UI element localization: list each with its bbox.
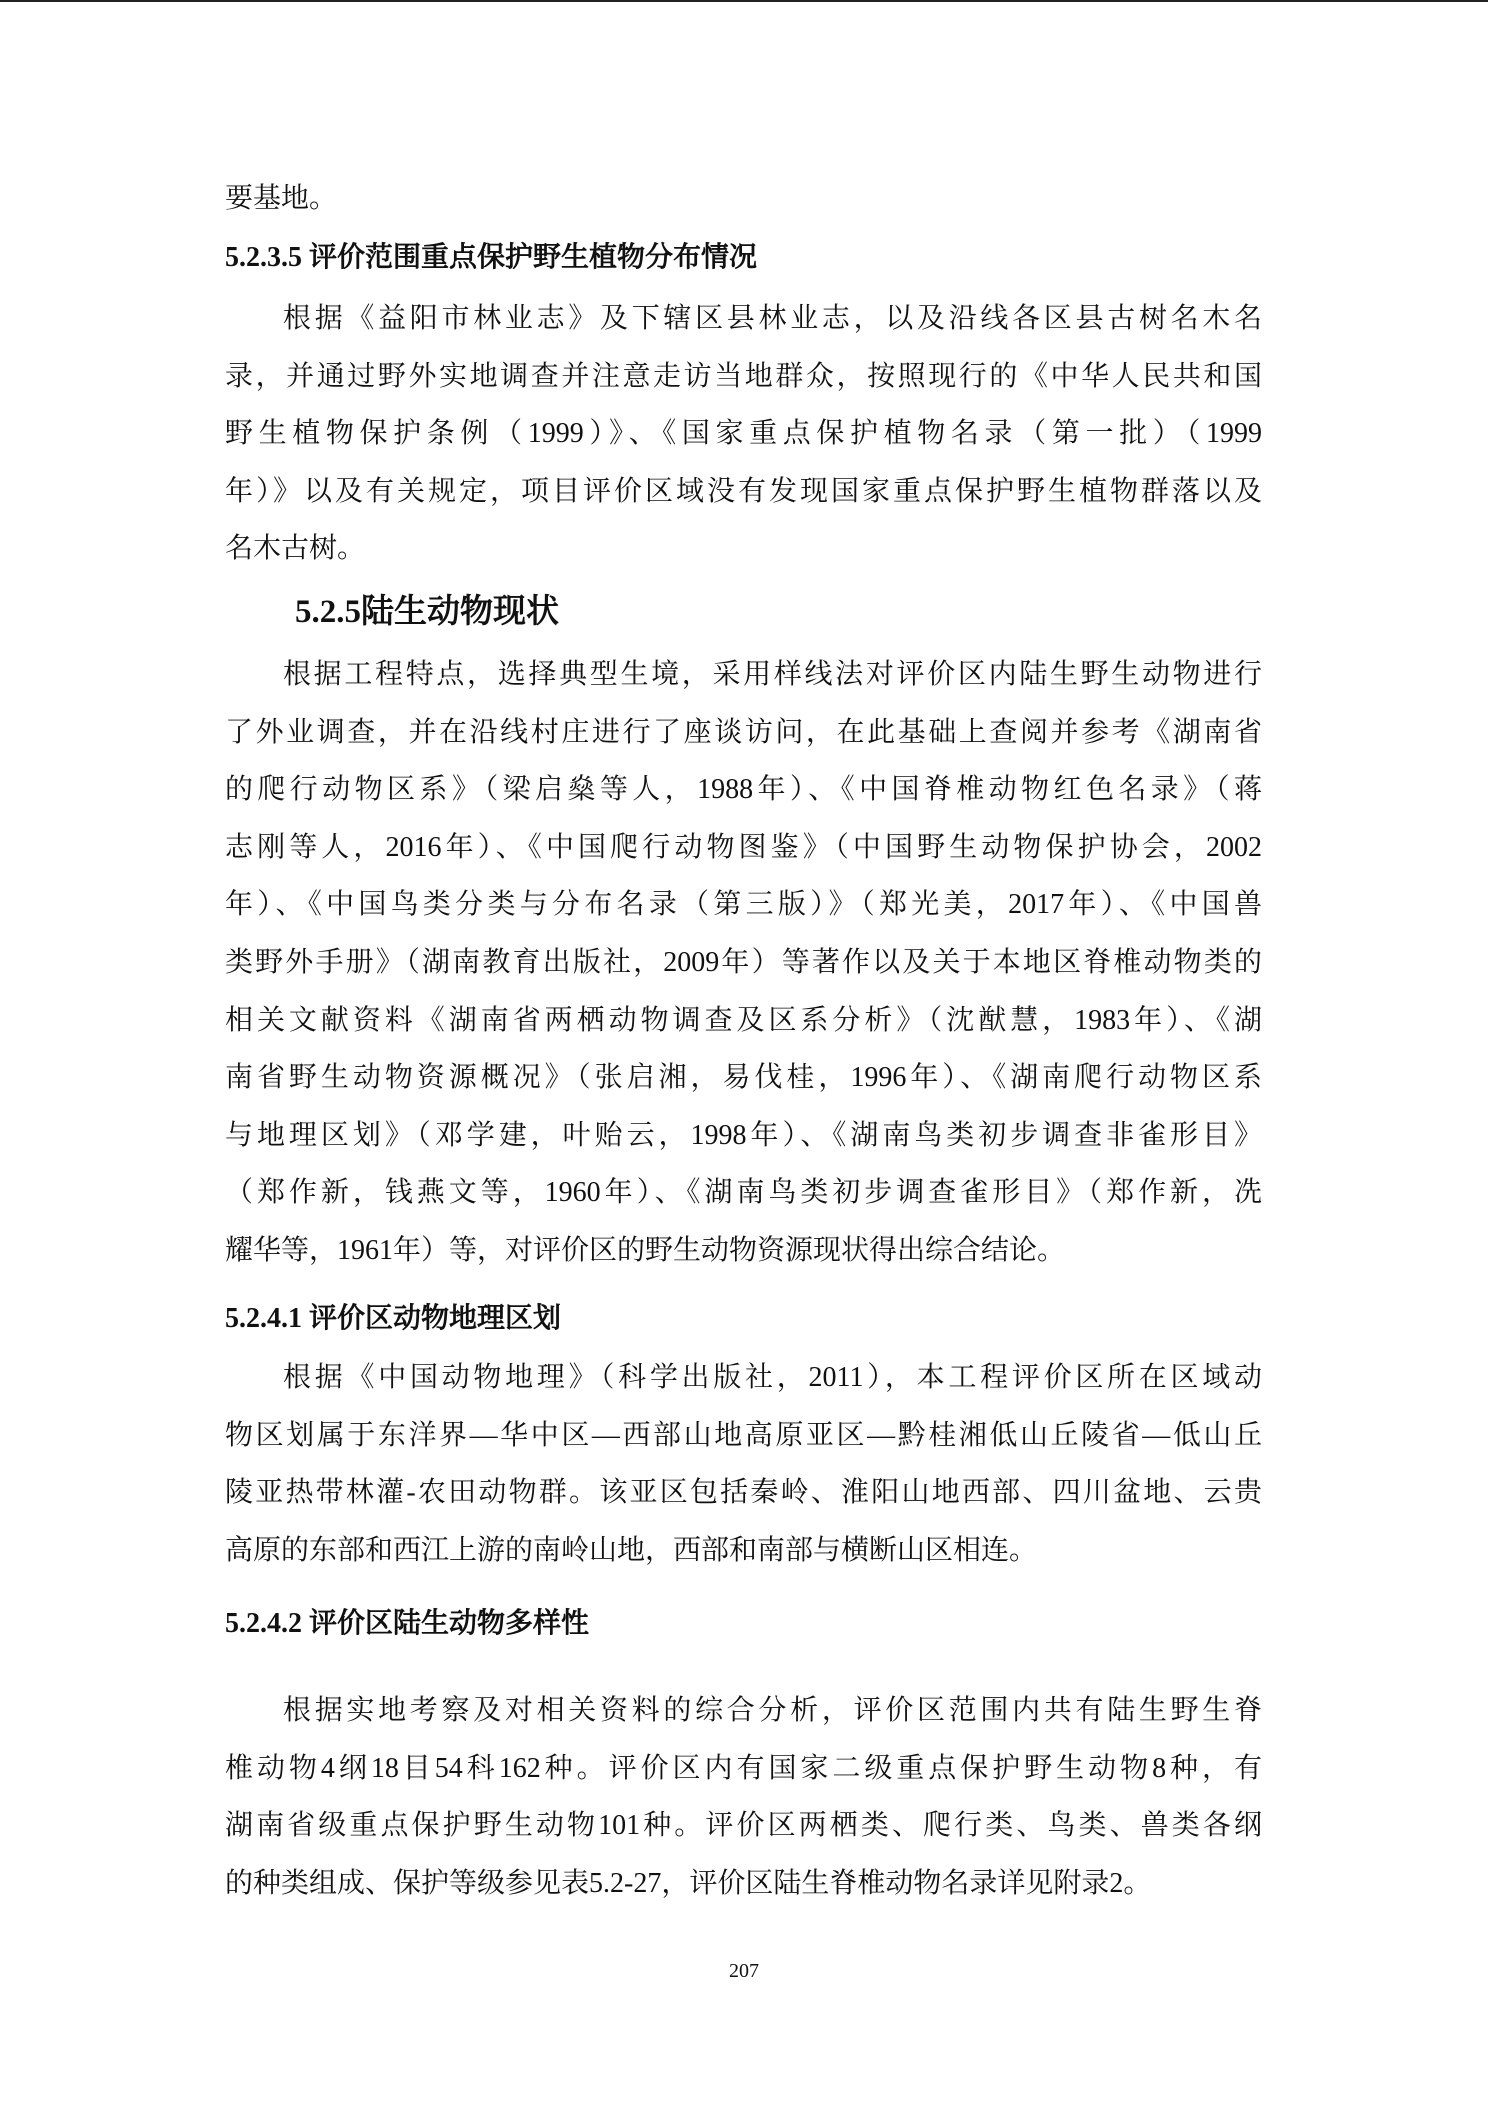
text-line: 志刚等人，2016年）、《中国爬行动物图鉴》（中国野生动物保护协会，2002 (225, 831, 1262, 863)
text-line: 椎动物4纲18目54科162种。评价区内有国家二级重点保护野生动物8种，有 (225, 1752, 1262, 1784)
text-line: 物区划属于东洋界—华中区—西部山地高原亚区—黔桂湘低山丘陵省—低山丘 (225, 1419, 1262, 1451)
text-line: 南省野生动物资源概况》（张启湘，易伐桂，1996年）、《湖南爬行动物区系 (225, 1062, 1262, 1094)
heading-5-2-3-5: 5.2.3.5 评价范围重点保护野生植物分布情况 (225, 242, 758, 273)
text-line: 根据《益阳市林业志》及下辖区县林业志，以及沿线各区县古树名木名 (283, 303, 1262, 334)
page-number: 207 (729, 1960, 759, 1982)
text-line: 相关文献资料《湖南省两栖动物调查及区系分析》（沈猷慧，1983年）、《湖 (225, 1004, 1262, 1036)
text-line: 要基地。 (225, 183, 338, 214)
text-line: 陵亚热带林灌-农田动物群。该亚区包括秦岭、淮阳山地西部、四川盆地、云贵 (225, 1477, 1262, 1509)
text-line: 了外业调查，并在沿线村庄进行了座谈访问，在此基础上查阅并参考《湖南省 (225, 716, 1262, 748)
paragraph-survey-method (225, 646, 1262, 1280)
text-line: 年）、《中国鸟类分类与分布名录（第三版）》（郑光美，2017年）、《中国兽 (225, 889, 1262, 921)
paragraph-zoogeography (225, 1349, 1262, 1579)
page-top-border (0, 0, 1488, 2)
heading-5-2-4-1: 5.2.4.1 评价区动物地理区划 (225, 1303, 562, 1334)
text-line: 根据《中国动物地理》（科学出版社，2011），本工程评价区所在区域动 (283, 1362, 1262, 1393)
text-line: 湖南省级重点保护野生动物101种。评价区两栖类、爬行类、鸟类、兽类各纲 (225, 1810, 1262, 1842)
text-line: 根据工程特点，选择典型生境，采用样线法对评价区内陆生野生动物进行 (283, 659, 1262, 690)
text-line: 高原的东部和西江上游的南岭山地，西部和南部与横断山区相连。 (225, 1534, 1038, 1566)
text-line: 野生植物保护条例（1999）》、《国家重点保护植物名录（第一批）（1999 (225, 418, 1262, 450)
heading-5-2-4-2: 5.2.4.2 评价区陆生动物多样性 (225, 1608, 590, 1639)
text-line: 的爬行动物区系》（梁启燊等人，1988年）、《中国脊椎动物红色名录》（蒋 (225, 774, 1262, 806)
paragraph-continuation (225, 170, 1262, 228)
text-line: 的种类组成、保护等级参见表5.2-27，评价区陆生脊椎动物名录详见附录2。 (225, 1867, 1152, 1899)
text-line: 年）》以及有关规定，项目评价区域没有发现国家重点保护野生植物群落以及 (225, 475, 1262, 507)
text-line: 与地理区划》（邓学建，叶贻云，1998年）、《湖南鸟类初步调查非雀形目》 (225, 1119, 1262, 1151)
text-line: 耀华等，1961年）等，对评价区的野生动物资源现状得出综合结论。 (225, 1234, 1066, 1266)
text-line: （郑作新，钱燕文等，1960年）、《湖南鸟类初步调查雀形目》（郑作新，冼 (225, 1177, 1262, 1209)
paragraph-diversity (225, 1682, 1262, 1912)
text-line: 根据实地考察及对相关资料的综合分析，评价区范围内共有陆生野生脊 (283, 1695, 1262, 1726)
text-line: 类野外手册》（湖南教育出版社，2009年）等著作以及关于本地区脊椎动物类的 (225, 946, 1262, 978)
heading-5-2-5: 5.2.5陆生动物现状 (295, 594, 559, 630)
text-line: 名木古树。 (225, 533, 366, 565)
text-line: 录，并通过野外实地调查并注意走访当地群众，按照现行的《中华人民共和国 (225, 360, 1262, 392)
paragraph-plants (225, 290, 1262, 578)
